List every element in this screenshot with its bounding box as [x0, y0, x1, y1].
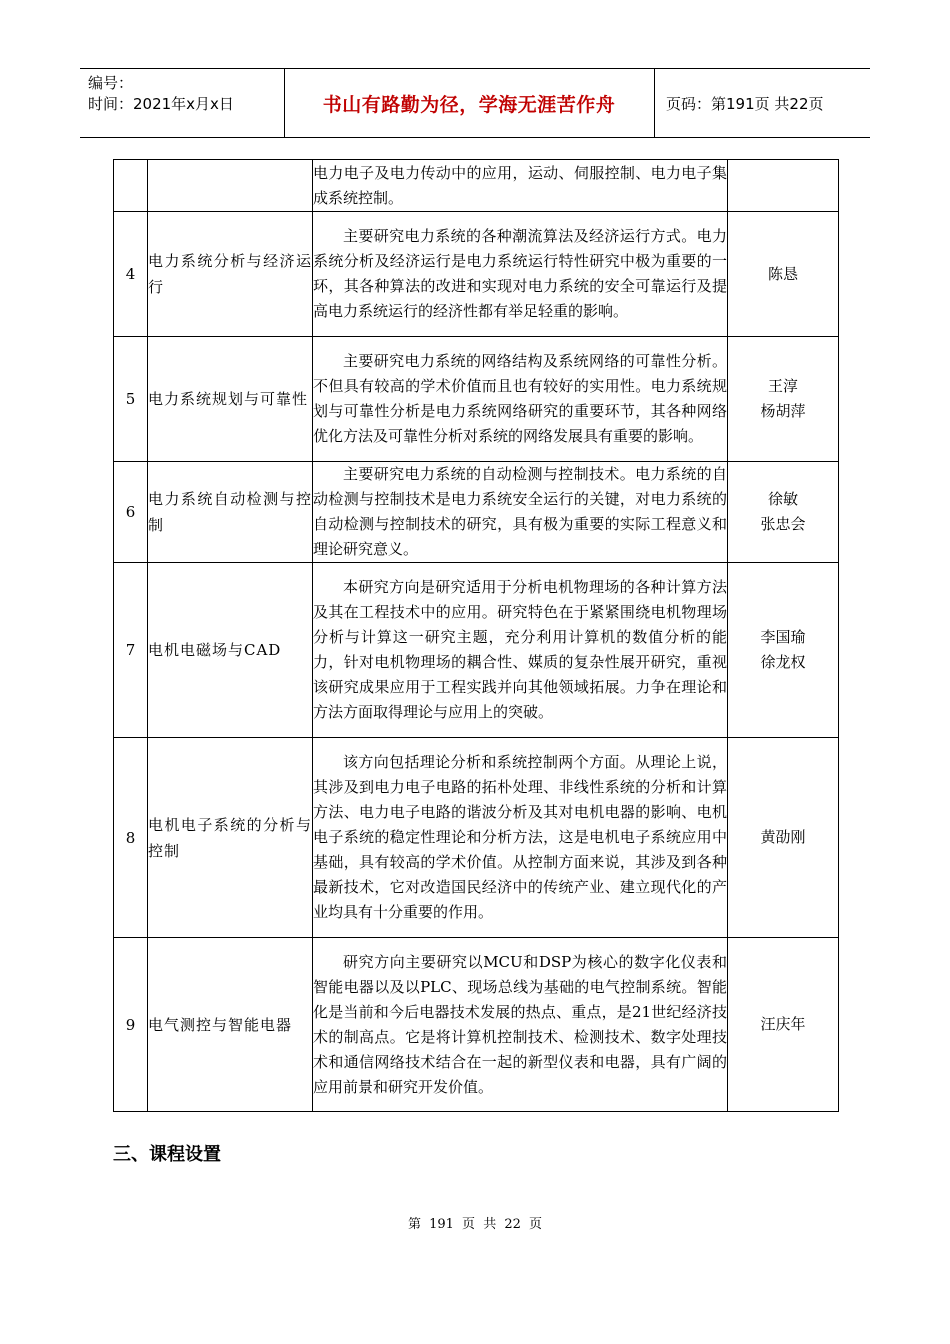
academic-leader: 王淳 杨胡萍 — [728, 337, 839, 462]
direction-description: 电力电子及电力传动中的应用，运动、伺服控制、电力电子集成系统控制。 — [313, 160, 728, 212]
research-directions-table — [113, 159, 839, 1112]
row-number: 7 — [114, 563, 148, 738]
row-number: 9 — [114, 938, 148, 1112]
academic-leader: 徐敏 张忠会 — [728, 462, 839, 563]
academic-leader: 陈恳 — [728, 212, 839, 337]
header-divider — [654, 69, 655, 137]
academic-leader: 黄劭刚 — [728, 738, 839, 938]
header-motto: 书山有路勤为径，学海无涯苦作舟 — [322, 93, 616, 116]
row-number: 8 — [114, 738, 148, 938]
table-row — [114, 337, 839, 462]
research-direction: 电力系统自动检测与控制 — [148, 462, 313, 563]
header-page-info: 页码：第191页 共22页 — [666, 94, 824, 113]
table-row — [114, 938, 839, 1112]
academic-leader: 汪庆年 — [728, 938, 839, 1112]
academic-leader — [728, 160, 839, 212]
page-footer: 第 191 页 共 22 页 — [407, 1217, 543, 1232]
research-direction: 电气测控与智能电器 — [148, 938, 313, 1112]
row-number: 5 — [114, 337, 148, 462]
research-direction: 电力系统分析与经济运行 — [148, 212, 313, 337]
table-row — [114, 738, 839, 938]
time-label: 时间：2021年x月x日 — [88, 95, 234, 113]
direction-description: 主要研究电力系统的自动检测与控制技术。电力系统的自动检测与控制技术是电力系统安全运行的关键，对电力系统的自动检测与控制技术的研究，具有极为重要的实际工程意义和理论研究意义。 — [313, 465, 727, 558]
section-heading: 三、课程设置 — [113, 1144, 221, 1165]
direction-description: 研究方向主要研究以MCU和DSP为核心的数字化仪表和智能电器以及以PLC、现场总线为基础的电气控制系统。智能化是当前和今后电器技术发展的热点、重点，是21世纪经济技术的制高点。它是将计算机控制技术、检测技术、数字处理技术和通信网络技术结合在一起的新型仪表和电器，具有广阔的应用前景和研究开发价值。 — [313, 952, 727, 1096]
table-row — [114, 212, 839, 337]
direction-description: 本研究方向是研究适用于分析电机物理场的各种计算方法及其在工程技术中的应用。研究特色在于紧紧围绕电机物理场分析与计算这一研究主题，充分利用计算机的数值分析的能力，针对电机物理场的耦合性、媒质的复杂性展开研究，重视该研究成果应用于工程实践并向其他领域拓展。力争在理论和方法方面取得理论与应用上的突破。 — [313, 578, 727, 721]
table-row — [114, 462, 839, 563]
direction-description: 主要研究电力系统的网络结构及系统网络的可靠性分析。不但具有较高的学术价值而且也有较好的实用性。电力系统规划与可靠性分析是电力系统网络研究的重要环节，其各种网络优化方法及可靠性分析对系统的网络发展具有重要的影响。 — [313, 352, 727, 445]
header-meta — [88, 73, 284, 115]
research-direction: 电机电磁场与CAD — [148, 563, 313, 738]
table-row — [114, 563, 839, 738]
page-header — [80, 68, 870, 138]
row-number: 6 — [114, 462, 148, 563]
number-label: 编号： — [88, 74, 134, 92]
row-number: 4 — [114, 212, 148, 337]
academic-leader: 李国瑜 徐龙权 — [728, 563, 839, 738]
research-direction — [148, 160, 313, 212]
direction-description: 该方向包括理论分析和系统控制两个方面。从理论上说，其涉及到电力电子电路的拓朴处理、非线性系统的分析和计算方法、电力电子电路的谐波分析及其对电机电器的影响、电机电子系统的稳定性理论和分析方法，这是电机电子系统应用中基础，具有较高的学术价值。从控制方面来说，其涉及到各种最新技术，它对改造国民经济中的传统产业、建立现代化的产业均具有十分重要的作用。 — [313, 753, 727, 921]
row-number — [114, 160, 148, 212]
research-direction: 电机电子系统的分析与控制 — [148, 738, 313, 938]
direction-description: 主要研究电力系统的各种潮流算法及经济运行方式。电力系统分析及经济运行是电力系统运行特性研究中极为重要的一环，其各种算法的改进和实现对电力系统的安全可靠运行及提高电力系统运行的经济性都有举足轻重的影响。 — [313, 227, 727, 320]
research-direction: 电力系统规划与可靠性 — [148, 337, 313, 462]
table-row — [114, 160, 839, 212]
